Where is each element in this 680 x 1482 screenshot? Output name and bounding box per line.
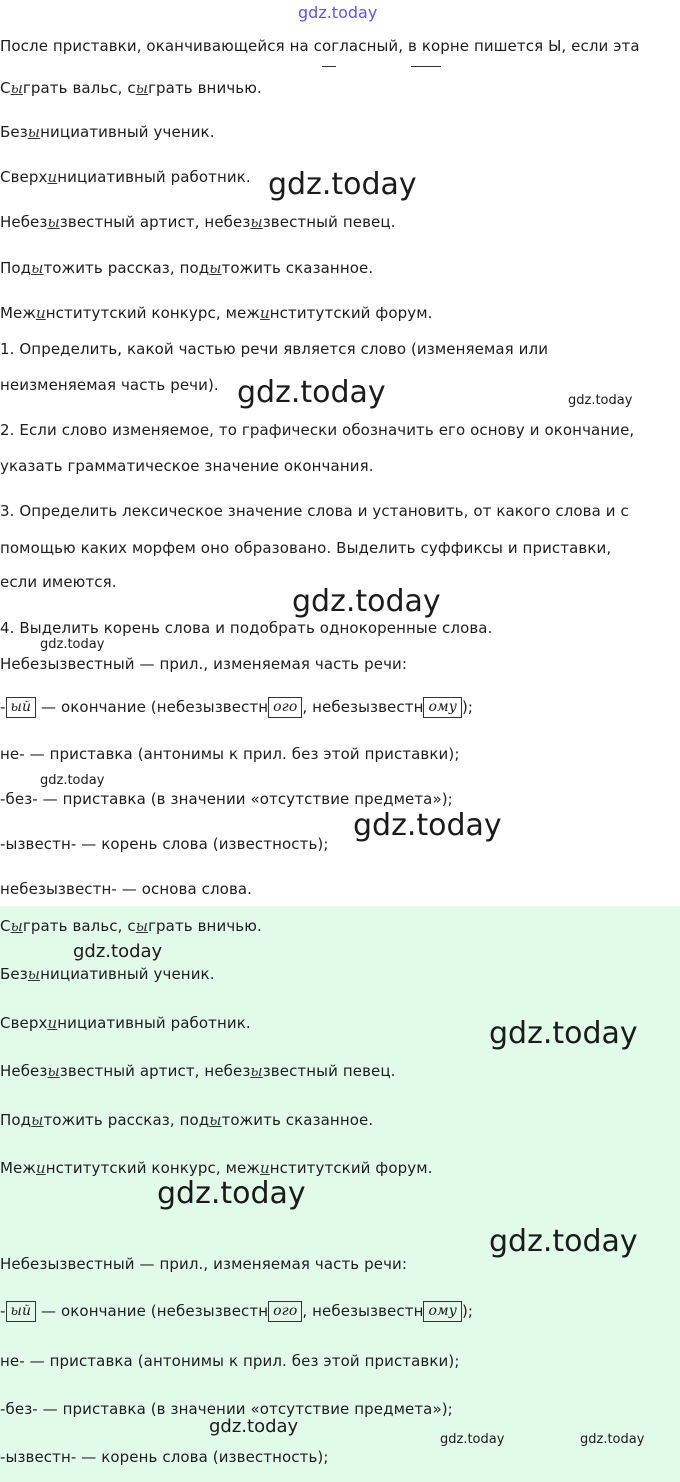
- watermark: gdz.today: [40, 773, 105, 788]
- step-2-line-2: указать грамматическое значение окончания.: [0, 457, 374, 475]
- watermark: gdz.today: [73, 941, 163, 962]
- example-line: Подытожить рассказ, подытожить сказанное.: [0, 1111, 374, 1129]
- example-line: Безынициативный ученик.: [0, 965, 215, 983]
- step-4-line: 4. Выделить корень слова и подобрать однокоренные слова.: [0, 619, 493, 637]
- ending-line: - ый — окончание (небезызвестн ого , небезызвестн ому );: [0, 698, 474, 716]
- example-line: Безынициативный ученик.: [0, 123, 215, 141]
- analysis-title: Небезызвестный — прил., изменяемая часть речи:: [0, 655, 408, 673]
- step-3-line-1: 3. Определить лексическое значение слова и установить, от какого слова и с: [0, 502, 629, 520]
- analysis-title: Небезызвестный — прил., изменяемая часть речи:: [0, 1255, 408, 1273]
- example-line: Межинститутский конкурс, межинститутский форум.: [0, 1159, 433, 1177]
- prefix-bez-line: -без- — приставка (в значении «отсутствие предмета»);: [0, 1400, 453, 1418]
- example-line: Межинститутский конкурс, межинститутский форум.: [0, 304, 433, 322]
- step-2-line-1: 2. Если слово изменяемое, то графически обозначить его основу и окончание,: [0, 421, 635, 439]
- watermark: gdz.today: [580, 1432, 645, 1447]
- watermark: gdz.today: [40, 637, 105, 652]
- root-line: -ызвестн- — корень слова (известность);: [0, 1448, 329, 1466]
- example-line: Подытожить рассказ, подытожить сказанное.: [0, 259, 374, 277]
- watermark: gdz.today: [489, 1016, 638, 1051]
- ending-line: - ый — окончание (небезызвестн ого , небезызвестн ому );: [0, 1302, 474, 1320]
- underline-mark: [411, 66, 441, 67]
- watermark: gdz.today: [353, 808, 502, 843]
- example-line: Сыграть вальс, сыграть вничью.: [0, 79, 262, 97]
- watermark: gdz.today: [157, 1176, 306, 1211]
- example-line: Сверхинициативный работник.: [0, 1014, 251, 1032]
- site-header-watermark: gdz.today: [298, 3, 378, 22]
- step-1-line-2: неизменяемая часть речи).: [0, 376, 219, 394]
- step-3-line-3: если имеются.: [0, 573, 117, 591]
- watermark: gdz.today: [568, 393, 633, 408]
- watermark: gdz.today: [440, 1432, 505, 1447]
- example-line: Небезызвестный артист, небезызвестный певец.: [0, 1062, 396, 1080]
- step-1-line-1: 1. Определить, какой частью речи является слово (изменяемая или: [0, 340, 549, 358]
- watermark: gdz.today: [237, 375, 386, 410]
- root-line: -ызвестн- — корень слова (известность);: [0, 835, 329, 853]
- watermark: gdz.today: [292, 584, 441, 619]
- stem-line: небезызвестн- — основа слова.: [0, 880, 253, 898]
- step-3-line-2: помощью каких морфем оно образовано. Выделить суффиксы и приставки,: [0, 539, 612, 557]
- prefix-bez-line: -без- — приставка (в значении «отсутствие предмета»);: [0, 790, 453, 808]
- watermark: gdz.today: [209, 1416, 299, 1437]
- prefix-ne-line: не- — приставка (антонимы к прил. без этой приставки);: [0, 1352, 460, 1370]
- prefix-ne-line: не- — приставка (антонимы к прил. без этой приставки);: [0, 745, 460, 763]
- watermark: gdz.today: [268, 167, 417, 202]
- underline-mark: [322, 66, 336, 67]
- rule-text: После приставки, оканчивающейся на согласный, в корне пишется Ы, если эта: [0, 37, 640, 55]
- watermark: gdz.today: [489, 1224, 638, 1259]
- example-line: Сверхинициативный работник.: [0, 168, 251, 186]
- answer-block: [0, 906, 680, 1482]
- example-line: Сыграть вальс, сыграть вничью.: [0, 917, 262, 935]
- example-line: Небезызвестный артист, небезызвестный певец.: [0, 213, 396, 231]
